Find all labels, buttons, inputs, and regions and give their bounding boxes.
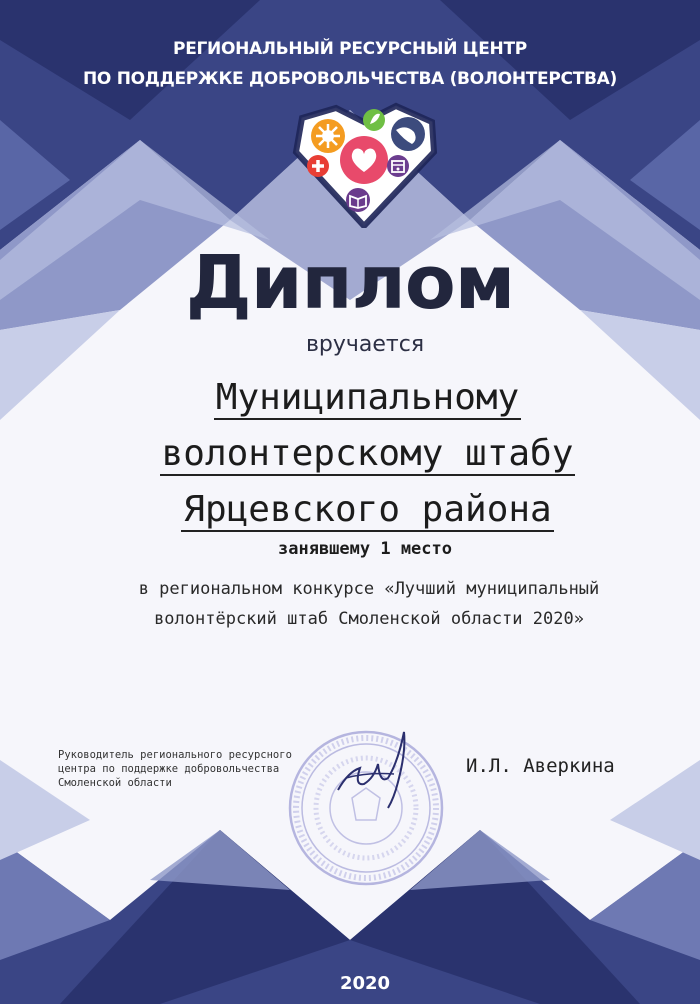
contest-line-1: в региональном конкурсе «Лучший муниципальный xyxy=(138,579,600,599)
header-line-1: РЕГИОНАЛЬНЫЙ РЕСУРСНЫЙ ЦЕНТР xyxy=(173,39,527,59)
recipient-line: волонтерскому штабу xyxy=(161,433,574,474)
diploma-year: 2020 xyxy=(339,973,391,994)
signer-position-line: центра по поддержке добровольчества xyxy=(58,763,280,775)
awarded-text: вручается xyxy=(305,332,425,357)
calendar-icon xyxy=(387,155,409,177)
contest-description xyxy=(0,574,700,634)
diploma-title: Диплом xyxy=(185,240,515,326)
signer-position-line: Руководитель регионального ресурсного xyxy=(58,749,292,761)
recipient-line: Ярцевского района xyxy=(183,489,552,530)
book-icon xyxy=(346,188,370,212)
header-line-2: ПО ПОДДЕРЖКЕ ДОБРОВОЛЬЧЕСТВА (ВОЛОНТЕРСТВА) xyxy=(83,69,617,89)
place-text: занявшему 1 место xyxy=(278,539,452,559)
heart-icon xyxy=(340,136,388,184)
contest-line-2: волонтёрский штаб Смоленской области 2020» xyxy=(154,609,584,629)
leaf-icon xyxy=(363,109,385,131)
volunteer-heart-logo xyxy=(288,100,440,228)
signer-position-line: Смоленской области xyxy=(58,777,172,789)
medical-cross-icon xyxy=(307,155,329,177)
recipient-line: Муниципальному xyxy=(215,377,520,418)
organization-header xyxy=(0,34,700,94)
recipient-name xyxy=(0,370,700,538)
signer-name: И.Л. Аверкина xyxy=(466,755,615,777)
signer-position xyxy=(58,748,348,790)
sun-icon xyxy=(311,119,345,153)
globe-icon xyxy=(391,117,425,151)
